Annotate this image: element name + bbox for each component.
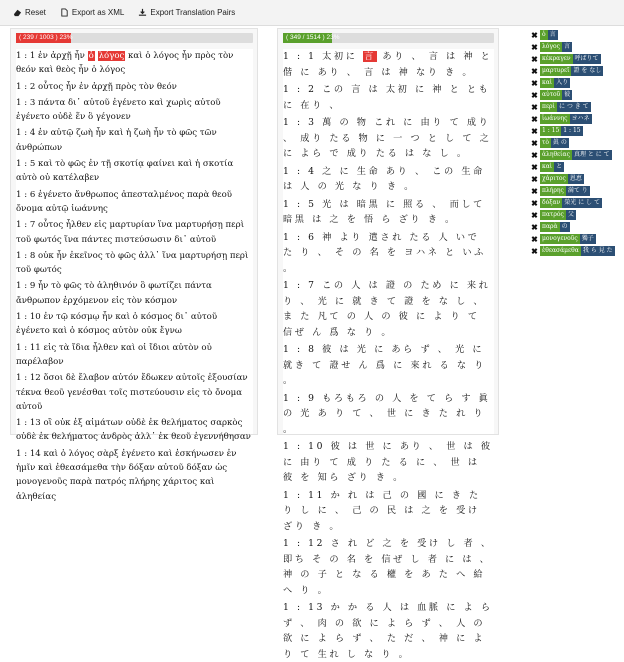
source-verse[interactable]: 1 : 12 ὅσοι δὲ ἔλαβον αὐτόν ἔδωκεν αὐτοῖς ἐξουσίαν τέκνα θεοῦ γενέσθαι τοῖς πιστεύουσιν εἰς τὸ ὄνομα αὐτοῦ [16,373,248,412]
pair-target-word: 眞 の [552,139,567,146]
pair-row [531,150,619,160]
pair-target-word: 父 [567,211,574,218]
pair-row [531,54,619,64]
remove-pair-icon[interactable]: ✖ [531,198,538,208]
remove-pair-icon[interactable]: ✖ [531,174,538,184]
pair-chip[interactable] [540,102,591,112]
pair-chip[interactable] [540,126,583,136]
pair-target-word: の [561,223,568,230]
reset-label: Reset [25,8,46,17]
reset-button[interactable] [10,6,49,19]
remove-pair-icon[interactable]: ✖ [531,246,538,256]
export-pairs-label: Export Translation Pairs [150,8,236,17]
pair-row [531,138,619,148]
pair-source-word: καὶ [542,163,553,170]
export-xml-label: Export as XML [71,8,125,17]
target-panel [277,28,499,660]
pair-source-word: πατρός [542,211,564,218]
pair-row [531,210,619,220]
target-progress [283,33,494,43]
pair-row [531,126,619,136]
pair-target-word: に つ き て [558,103,589,110]
target-verse[interactable]: 1 : 9 もろもろ の 人 を て ら す 眞 の 光 あ り て 、 世 に き た れ り 。 [283,392,491,435]
pair-row [531,42,619,52]
source-verse[interactable]: 1 : 13 οἳ οὐκ ἐξ αἱμάτων οὐδὲ ἐκ θελήματος σαρκὸς οὐδὲ ἐκ θελήματος ἀνδρὸς ἀλλ᾽ ἐκ θεοῦ ἐγεννήθησαν [16,418,251,443]
source-verse[interactable]: 1 : 6 ἐγένετο ἄνθρωπος ἀπεσταλμένος παρὰ θεοῦ ὄνομα αὐτῷ ἰωάννης [16,189,233,214]
target-text[interactable] [283,49,494,660]
file-icon [60,8,69,17]
pair-source-word: ἰωάννης [542,115,568,122]
pair-source-word: πλήρης [542,187,564,194]
target-verse[interactable]: 1 : 7 この 人 は 證 の ため に 来れ り 、 光 に 就 き て 證 を な し 、 ま た 凡て の 人 の 彼 に よ り て 信ぜ ん 爲 な り 。 [283,280,491,338]
pair-chip[interactable] [540,54,601,64]
target-verse[interactable]: 1 : 1 太初に 言 あり 、 言 は 神 と 偕 に あり 、 言 は 神 なり き 。 [283,51,493,78]
remove-pair-icon[interactable]: ✖ [531,186,538,196]
target-verse[interactable]: 1 : 12 さ れ ど 之 を 受け し 者 、 即ち そ の 名 を 信ぜ し 者 に は 、 神 の 子 と な る 權 を あ た へ 給へ り 。 [283,538,493,596]
highlight-token[interactable]: λόγος [98,51,125,61]
pair-target-word: 言 [563,43,570,50]
pair-target-word: 呼ばりて [574,55,599,62]
pair-row [531,162,619,172]
pair-row [531,78,619,88]
target-progress-bar: ( 349 / 1514 ) 23% [283,33,332,43]
remove-pair-icon[interactable]: ✖ [531,102,538,112]
export-xml-button[interactable] [57,6,127,19]
pair-chip[interactable] [540,222,570,232]
pair-chip[interactable] [540,114,592,124]
pair-row [531,30,619,40]
source-verse[interactable]: 1 : 4 ἐν αὐτῷ ζωὴ ἦν καὶ ἡ ζωὴ ἦν τὸ φῶς τῶν ἀνθρώπων [16,128,217,153]
remove-pair-icon[interactable]: ✖ [531,222,538,232]
pair-row [531,246,619,256]
pair-target-word: 満て り [567,187,588,194]
pair-chip[interactable] [540,174,584,184]
source-verse[interactable]: 1 : 8 οὐκ ἦν ἐκεῖνος τὸ φῶς ἀλλ᾽ ἵνα μαρτυρήσῃ περὶ τοῦ φωτός [16,250,249,276]
target-verse[interactable]: 1 : 4 之 に 生命 あり 、 この 生命 は 人 の 光 な り き 。 [283,165,485,192]
remove-pair-icon[interactable]: ✖ [531,150,538,160]
remove-pair-icon[interactable]: ✖ [531,234,538,244]
remove-pair-icon[interactable]: ✖ [531,42,538,52]
remove-pair-icon[interactable]: ✖ [531,90,538,100]
source-progress [16,33,253,43]
pair-chip[interactable] [540,162,564,172]
pair-source-word: ὁ [542,31,546,38]
pair-source-word: ἐθεασάμεθα [542,247,579,254]
source-verse[interactable]: 1 : 14 καὶ ὁ λόγος σὰρξ ἐγένετο καὶ ἐσκήνωσεν ἐν ἡμῖν καὶ ἐθεασάμεθα τὴν δόξαν αὐτοῦ δόξαν ὡς μονογενοῦς παρὰ πατρός πλήρης χάριτος καὶ ἀληθείας [16,448,237,502]
pair-chip[interactable] [540,138,569,148]
export-pairs-button[interactable] [135,6,238,19]
source-panel [10,28,258,502]
pair-target-word: ヨハネ [571,115,590,122]
pair-source-word: κέκραγεν [542,55,571,62]
source-verse[interactable]: 1 : 2 οὗτος ἦν ἐν ἀρχῇ πρὸς τὸν θεόν [16,81,177,92]
target-verse[interactable]: 1 : 8 彼 は 光 に あら ず 、 光 に 就き て 證せ ん 爲 に 來れ る な り 。 [283,344,486,386]
toolbar [0,0,624,26]
pair-chip[interactable] [540,66,603,76]
target-verse[interactable]: 1 : 3 萬 の 物 これ に 由り て 成り 、 成り たる 物 に 一 つ と し て 之 に よら で 成り たる は な し 。 [283,117,492,159]
pair-target-word: 獨子 [581,235,594,242]
pair-chip[interactable] [540,78,570,88]
source-progress-bar: ( 239 / 1003 ) 23% [16,33,71,43]
pair-target-word: 1 : 15 [563,127,581,134]
remove-pair-icon[interactable]: ✖ [531,78,538,88]
pair-chip[interactable] [540,42,572,52]
pair-row [531,114,619,124]
pairs-panel [531,28,619,435]
remove-pair-icon[interactable]: ✖ [531,114,538,124]
source-verse[interactable]: 1 : 10 ἐν τῷ κόσμῳ ἦν καὶ ὁ κόσμος δι᾽ αὐτοῦ ἐγένετο καὶ ὁ κόσμος αὐτὸν οὐκ ἔγνω [16,312,218,337]
pair-chip[interactable] [540,90,572,100]
source-verse[interactable]: 1 : 5 καὶ τὸ φῶς ἐν τῇ σκοτίᾳ φαίνει καὶ ἡ σκοτία αὐτὸ οὐ κατέλαβεν [16,159,234,184]
source-verse[interactable]: 1 : 3 πάντα δι᾽ αὐτοῦ ἐγένετο καὶ χωρὶς αὐτοῦ ἐγένετο οὐδὲ ἕν ὃ γέγονεν [16,97,221,123]
highlight-token[interactable]: ὁ [88,51,94,61]
pair-target-word: 榮光 に し て [564,199,600,206]
pair-row [531,222,619,232]
pair-chip[interactable] [540,186,590,196]
pair-source-word: παρὰ [542,223,558,230]
pair-row [531,186,619,196]
target-verse[interactable]: 1 : 6 神 より 遣され たる 人 いで た り 、 そ の 名 を ヨハネ と いふ 。 [283,231,486,274]
source-text[interactable] [16,49,253,502]
pair-chip[interactable] [540,150,612,160]
pair-row [531,66,619,76]
pair-source-word: δόξαν [542,199,561,206]
pair-target-word: 恩恵 [569,175,582,182]
pair-chip[interactable] [540,234,596,244]
pair-row [531,198,619,208]
pair-target-word: 入り [556,79,569,86]
source-verse[interactable]: 1 : 1 ἐν ἀρχῇ ἦν ὁ λόγος καὶ ὁ λόγος ἦν πρὸς τὸν θεόν καὶ θεὸς ἦν ὁ λόγος [16,51,234,76]
pair-target-word: 真理 と に て [573,151,610,158]
source-verse[interactable]: 1 : 9 ἦν τὸ φῶς τὸ ἀληθινόν ὃ φωτίζει πάντα ἄνθρωπον ἐρχόμενον εἰς τὸν κόσμον [16,281,212,306]
pair-source-word: λόγος [542,43,560,50]
highlight-token[interactable]: 言 [364,51,376,62]
remove-pair-icon[interactable]: ✖ [531,138,538,148]
pair-source-word: μονογενοῦς [542,235,578,242]
pair-chip[interactable] [540,30,558,40]
download-icon [138,8,147,17]
pairs-list [531,28,619,256]
pair-target-word: 言 [549,31,556,38]
target-verse[interactable]: 1 : 10 彼 は 世 に あり 、 世 は 彼 に 由り て 成 り た る に 、 世 は 彼 を 知ら ざり き 。 [283,441,493,483]
source-verse[interactable]: 1 : 11 εἰς τὰ ἴδια ἦλθεν καὶ οἱ ἴδιοι αὐτὸν οὐ παρέλαβον [16,342,212,367]
source-verse[interactable]: 1 : 7 οὗτος ἦλθεν εἰς μαρτυρίαν ἵνα μαρτυρήσῃ περὶ τοῦ φωτός ἵνα πάντες πιστεύσωσιν δι᾽ αὐτοῦ [16,220,245,245]
remove-pair-icon[interactable]: ✖ [531,54,538,64]
pair-row [531,90,619,100]
pair-target-word: と [556,163,563,170]
pair-chip[interactable] [540,246,615,256]
pair-row [531,102,619,112]
pair-source-word: τὸ [542,139,549,146]
pair-source-word: μαρτυρεῖ [542,67,570,74]
eraser-icon [13,8,22,17]
pair-row [531,234,619,244]
pair-source-word: χάριτος [542,175,566,182]
remove-pair-icon[interactable]: ✖ [531,210,538,220]
pair-source-word: περὶ [542,103,555,110]
remove-pair-icon[interactable]: ✖ [531,30,538,40]
pair-target-word: 證 を なし [573,67,602,74]
pair-source-word: καὶ [542,79,553,86]
pair-row [531,174,619,184]
remove-pair-icon[interactable]: ✖ [531,126,538,136]
pair-source-word: ἀληθείας [542,151,570,158]
pair-target-word: 我 ら 見 た [582,247,613,254]
target-verse[interactable]: 1 : 13 か か る 人 は 血脈 に よ ら ず 、 肉 の 欲 に よ ら ず 、 人 の 欲 に よ ら ず 、 た だ 、 神 に よ り て 生れ し な り 。 [283,602,493,660]
pair-target-word: 彼 [564,91,571,98]
remove-pair-icon[interactable]: ✖ [531,66,538,76]
pair-chip[interactable] [540,210,576,220]
target-verse[interactable]: 1 : 2 この 言 は 太初 に 神 と とも に 在り 、 [283,84,491,111]
pair-source-word: αὐτοῦ [542,91,561,98]
remove-pair-icon[interactable]: ✖ [531,162,538,172]
target-verse[interactable]: 1 : 5 光 は 暗黒 に 照る 、 而して 暗黒 は 之 を 悟 ら ざり き 。 [283,198,485,225]
pair-source-word: 1 : 15 [542,127,560,134]
pair-chip[interactable] [540,198,602,208]
target-verse[interactable]: 1 : 11 か れ は 己 の 國 に き た り し に 、 己 の 民 は 之 を 受け ざり き 。 [283,489,481,532]
